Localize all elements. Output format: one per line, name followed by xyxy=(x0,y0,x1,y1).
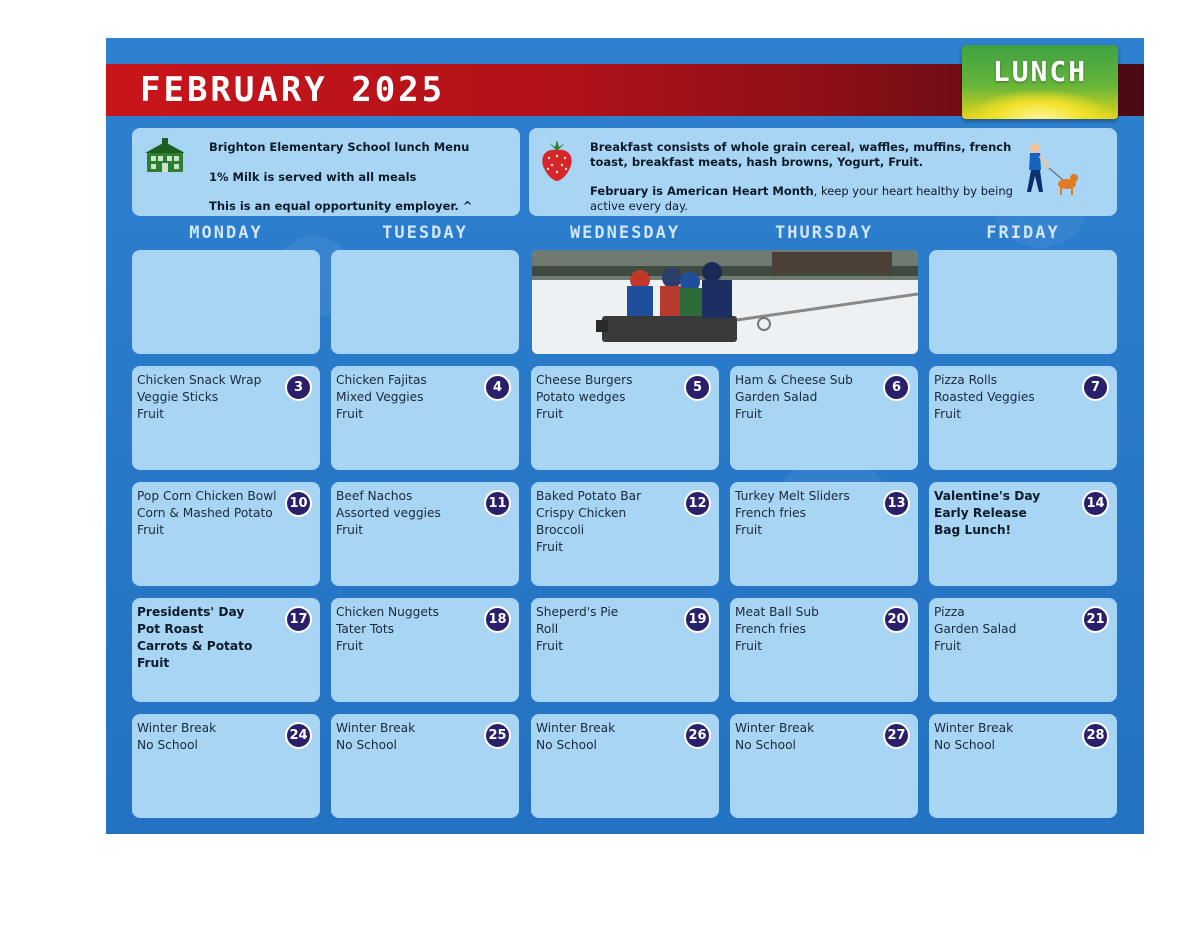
menu-item-text: Crispy Chicken xyxy=(536,506,627,520)
menu-items xyxy=(735,372,875,423)
menu-day-cell xyxy=(730,598,918,702)
menu-item-text: Fruit xyxy=(137,523,165,537)
menu-item-text: Winter Break xyxy=(934,721,1014,735)
menu-item-text: Tater Tots xyxy=(336,622,395,636)
menu-item-text: Chicken Fajitas xyxy=(336,373,427,387)
menu-item-text: Bag Lunch! xyxy=(934,523,1012,537)
day-header-tuesday: TUESDAY xyxy=(382,223,468,243)
milk-note-text: 1% Milk is served with all meals xyxy=(209,170,417,184)
sunburst-decoration xyxy=(962,89,1118,119)
lunch-badge-label: LUNCH xyxy=(992,55,1088,88)
menu-items xyxy=(735,720,875,754)
person-walking-dog-icon xyxy=(1019,142,1079,200)
empty-cell-friday xyxy=(929,250,1117,354)
menu-item-text: Veggie Sticks xyxy=(137,390,219,404)
menu-item-text: Corn & Mashed Potato xyxy=(137,506,273,520)
empty-cell-tuesday xyxy=(331,250,519,354)
menu-day-cell xyxy=(730,482,918,586)
date-number-badge: 20 xyxy=(883,606,910,633)
menu-day-cell xyxy=(531,598,719,702)
date-number-badge: 13 xyxy=(883,490,910,517)
day-header-wednesday: WEDNESDAY xyxy=(569,223,681,243)
menu-item-text: Pizza xyxy=(934,605,965,619)
menu-item-text: Garden Salad xyxy=(934,622,1017,636)
date-number-badge: 21 xyxy=(1082,606,1109,633)
date-number-badge: 10 xyxy=(285,490,312,517)
menu-item-text: Valentine's Day xyxy=(934,489,1041,503)
menu-item-text: Fruit xyxy=(137,656,170,670)
menu-items xyxy=(336,372,476,423)
date-number-badge: 4 xyxy=(484,374,511,401)
menu-item-text: No School xyxy=(735,738,796,752)
date-number-badge: 11 xyxy=(484,490,511,517)
menu-items xyxy=(336,488,476,539)
menu-item-text: Fruit xyxy=(735,639,763,653)
heart-month-line-1 xyxy=(590,184,1013,199)
day-header-thursday: THURSDAY xyxy=(775,223,873,243)
menu-item-text: Fruit xyxy=(137,407,165,421)
lunch-badge xyxy=(962,45,1118,119)
menu-item-text: Presidents' Day xyxy=(137,605,245,619)
menu-item-text: Winter Break xyxy=(735,721,815,735)
school-name-text: Brighton Elementary School lunch Menu xyxy=(209,140,470,154)
menu-item-text: Winter Break xyxy=(336,721,416,735)
menu-item-text: No School xyxy=(934,738,995,752)
menu-item-text: Fruit xyxy=(536,540,564,554)
menu-item-text: Assorted veggies xyxy=(336,506,441,520)
date-number-badge: 3 xyxy=(285,374,312,401)
menu-item-text: Pot Roast xyxy=(137,622,204,636)
menu-items xyxy=(934,372,1074,423)
date-number-badge: 17 xyxy=(285,606,312,633)
date-number-badge: 14 xyxy=(1082,490,1109,517)
breakfast-info-box xyxy=(529,128,1117,216)
date-number-badge: 27 xyxy=(883,722,910,749)
menu-item-text: Roll xyxy=(536,622,559,636)
heart-month-line-2: active every day. xyxy=(590,199,688,213)
breakfast-line-1: Breakfast consists of whole grain cereal, waffles, muffins, french xyxy=(590,140,1012,154)
menu-item-text: Fruit xyxy=(735,523,763,537)
menu-item-text: French fries xyxy=(735,506,806,520)
menu-day-cell xyxy=(531,714,719,818)
menu-item-text: No School xyxy=(137,738,198,752)
menu-day-cell xyxy=(929,366,1117,470)
menu-item-text: No School xyxy=(336,738,397,752)
date-number-badge: 19 xyxy=(684,606,711,633)
menu-item-text: Broccoli xyxy=(536,523,585,537)
menu-item-text: Carrots & Potato xyxy=(137,639,253,653)
menu-items xyxy=(536,488,676,556)
menu-items xyxy=(934,604,1074,655)
menu-day-cell xyxy=(132,366,320,470)
menu-item-text: Cheese Burgers xyxy=(536,373,633,387)
menu-item-text: Potato wedges xyxy=(536,390,626,404)
menu-item-text: Pop Corn Chicken Bowl xyxy=(137,489,277,503)
menu-item-text: Early Release xyxy=(934,506,1027,520)
menu-items xyxy=(934,488,1074,539)
menu-items xyxy=(336,720,476,754)
day-header-monday: MONDAY xyxy=(189,223,263,243)
equal-opportunity-text: This is an equal opportunity employer. ^ xyxy=(209,199,473,213)
menu-item-text: Fruit xyxy=(934,407,962,421)
school-info-box xyxy=(132,128,520,216)
strawberry-icon xyxy=(537,138,577,182)
menu-day-cell xyxy=(531,366,719,470)
menu-items xyxy=(336,604,476,655)
menu-items xyxy=(536,372,676,423)
date-number-badge: 18 xyxy=(484,606,511,633)
menu-items xyxy=(137,372,277,423)
menu-item-text: Pizza Rolls xyxy=(934,373,998,387)
menu-day-cell xyxy=(331,714,519,818)
menu-day-cell xyxy=(331,366,519,470)
school-building-icon xyxy=(144,136,186,176)
menu-items xyxy=(536,720,676,754)
menu-item-text: Ham & Cheese Sub xyxy=(735,373,853,387)
sledding-kids-photo xyxy=(532,250,918,354)
menu-item-text: Fruit xyxy=(735,407,763,421)
menu-item-text: Fruit xyxy=(336,639,364,653)
menu-day-cell xyxy=(331,598,519,702)
menu-items xyxy=(137,488,277,539)
menu-items xyxy=(137,604,277,672)
menu-day-cell xyxy=(132,714,320,818)
menu-item-text: Garden Salad xyxy=(735,390,818,404)
empty-cell-monday xyxy=(132,250,320,354)
date-number-badge: 5 xyxy=(684,374,711,401)
menu-items xyxy=(735,488,875,539)
menu-item-text: Beef Nachos xyxy=(336,489,413,503)
menu-item-text: Winter Break xyxy=(137,721,217,735)
menu-item-text: Fruit xyxy=(536,407,564,421)
date-number-badge: 26 xyxy=(684,722,711,749)
heart-month-rest: , keep your heart healthy by being xyxy=(813,184,1013,198)
menu-item-text: Winter Break xyxy=(536,721,616,735)
menu-day-cell xyxy=(132,598,320,702)
breakfast-line-2: toast, breakfast meats, hash browns, Yogurt, Fruit. xyxy=(590,155,924,169)
date-number-badge: 28 xyxy=(1082,722,1109,749)
menu-item-text: French fries xyxy=(735,622,806,636)
menu-day-cell xyxy=(730,366,918,470)
menu-item-text: Fruit xyxy=(336,523,364,537)
day-header-friday: FRIDAY xyxy=(986,223,1060,243)
menu-item-text: Meat Ball Sub xyxy=(735,605,819,619)
menu-item-text: Chicken Snack Wrap xyxy=(137,373,262,387)
date-number-badge: 6 xyxy=(883,374,910,401)
menu-day-cell xyxy=(929,714,1117,818)
menu-day-cell xyxy=(929,482,1117,586)
menu-items xyxy=(137,720,277,754)
menu-item-text: Fruit xyxy=(536,639,564,653)
menu-day-cell xyxy=(730,714,918,818)
page-title: FEBRUARY 2025 xyxy=(140,70,446,110)
menu-day-cell xyxy=(929,598,1117,702)
menu-item-text: Sheperd's Pie xyxy=(536,605,619,619)
menu-items xyxy=(536,604,676,655)
menu-item-text: Fruit xyxy=(934,639,962,653)
menu-item-text: Roasted Veggies xyxy=(934,390,1035,404)
menu-item-text: Baked Potato Bar xyxy=(536,489,642,503)
date-number-badge: 24 xyxy=(285,722,312,749)
menu-item-text: Mixed Veggies xyxy=(336,390,424,404)
date-number-badge: 7 xyxy=(1082,374,1109,401)
menu-items xyxy=(934,720,1074,754)
menu-day-cell xyxy=(331,482,519,586)
menu-item-text: No School xyxy=(536,738,597,752)
menu-items xyxy=(735,604,875,655)
heart-month-bold: February is American Heart Month xyxy=(590,184,814,198)
menu-item-text: Chicken Nuggets xyxy=(336,605,439,619)
menu-item-text: Fruit xyxy=(336,407,364,421)
date-number-badge: 12 xyxy=(684,490,711,517)
date-number-badge: 25 xyxy=(484,722,511,749)
menu-day-cell xyxy=(531,482,719,586)
menu-day-cell xyxy=(132,482,320,586)
menu-item-text: Turkey Melt Sliders xyxy=(735,489,850,503)
